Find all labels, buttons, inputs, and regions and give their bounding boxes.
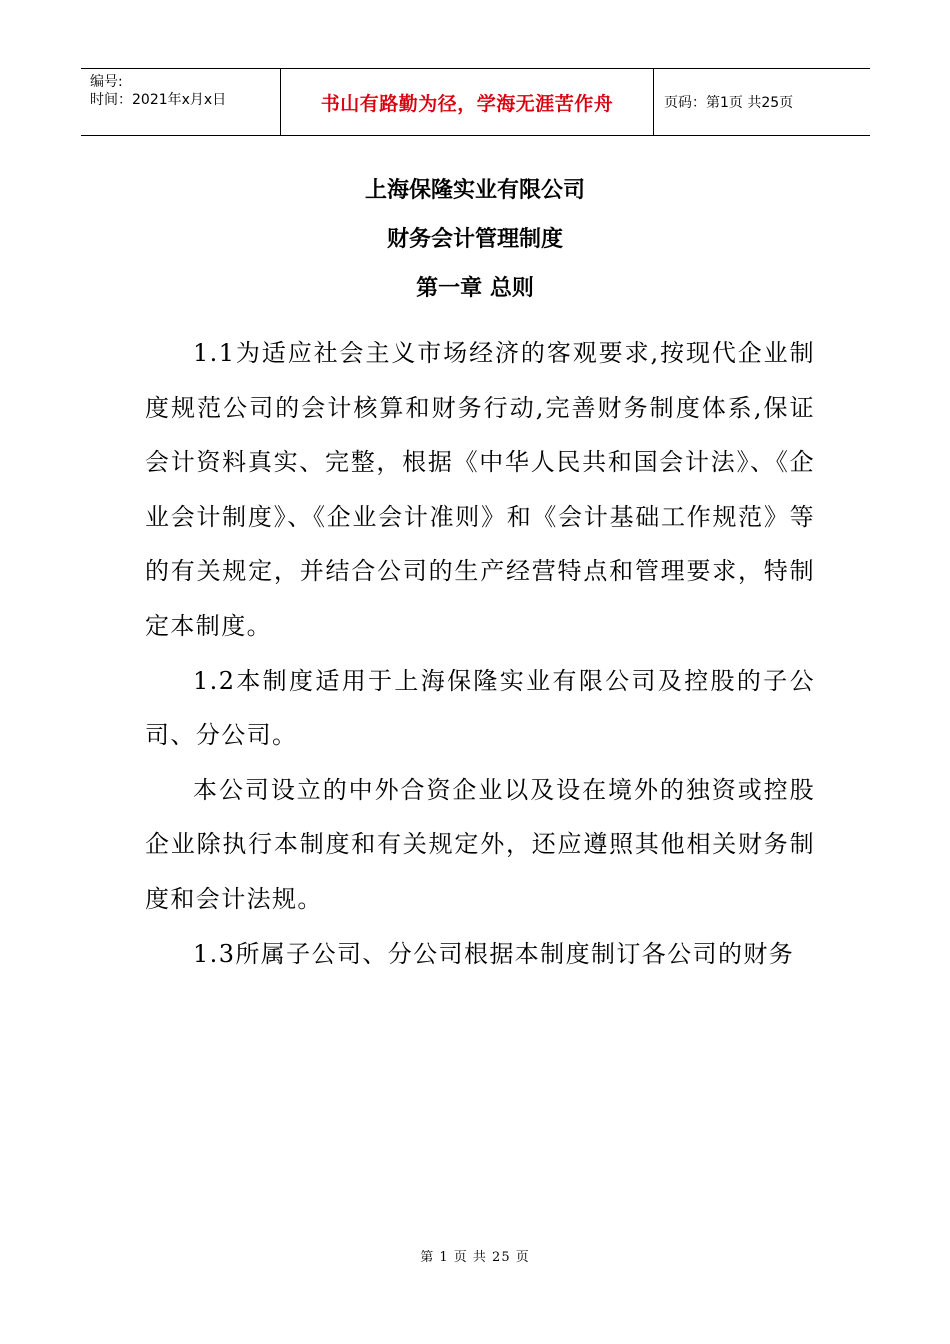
document-title: 财务会计管理制度 <box>386 227 563 252</box>
document-time-label: 时间：2021年x月x日 <box>90 92 227 108</box>
paragraph-1-2: 1.2本制度适用于上海保隆实业有限公司及控股的子公司、分公司。 <box>145 666 815 750</box>
paragraph-1-3: 1.3所属子公司、分公司根据本制度制订各公司的财务 <box>193 939 795 968</box>
header-meta-cell <box>81 69 281 135</box>
paragraph-joint-ventures: 本公司设立的中外合资企业以及设在境外的独资或控股企业除执行本制度和有关规定外，还应遵照其他相关财务制度和会计法规。 <box>145 775 815 913</box>
page-footer: 第 1 页 共 25 页 <box>420 1250 530 1265</box>
document-body <box>145 326 815 981</box>
document-number-label: 编号: <box>90 74 123 90</box>
paragraph-1-1: 1.1为适应社会主义市场经济的客观要求,按现代企业制度规范公司的会计核算和财务行动,完善财务制度体系,保证会计资料真实、完整，根据《中华人民共和国会计法》、《企业会计制度》、《企业会计准则》和《会计基础工作规范》等的有关规定，并结合公司的生产经营特点和管理要求，特制定本制度。 <box>145 339 815 640</box>
chapter-heading: 第一章 总则 <box>416 276 534 301</box>
company-name: 上海保隆实业有限公司 <box>364 178 585 203</box>
page-header <box>81 68 870 136</box>
header-motto: 书山有路勤为径，学海无涯苦作舟 <box>281 69 654 135</box>
header-page-info: 页码：第1页 共25页 <box>664 95 794 111</box>
